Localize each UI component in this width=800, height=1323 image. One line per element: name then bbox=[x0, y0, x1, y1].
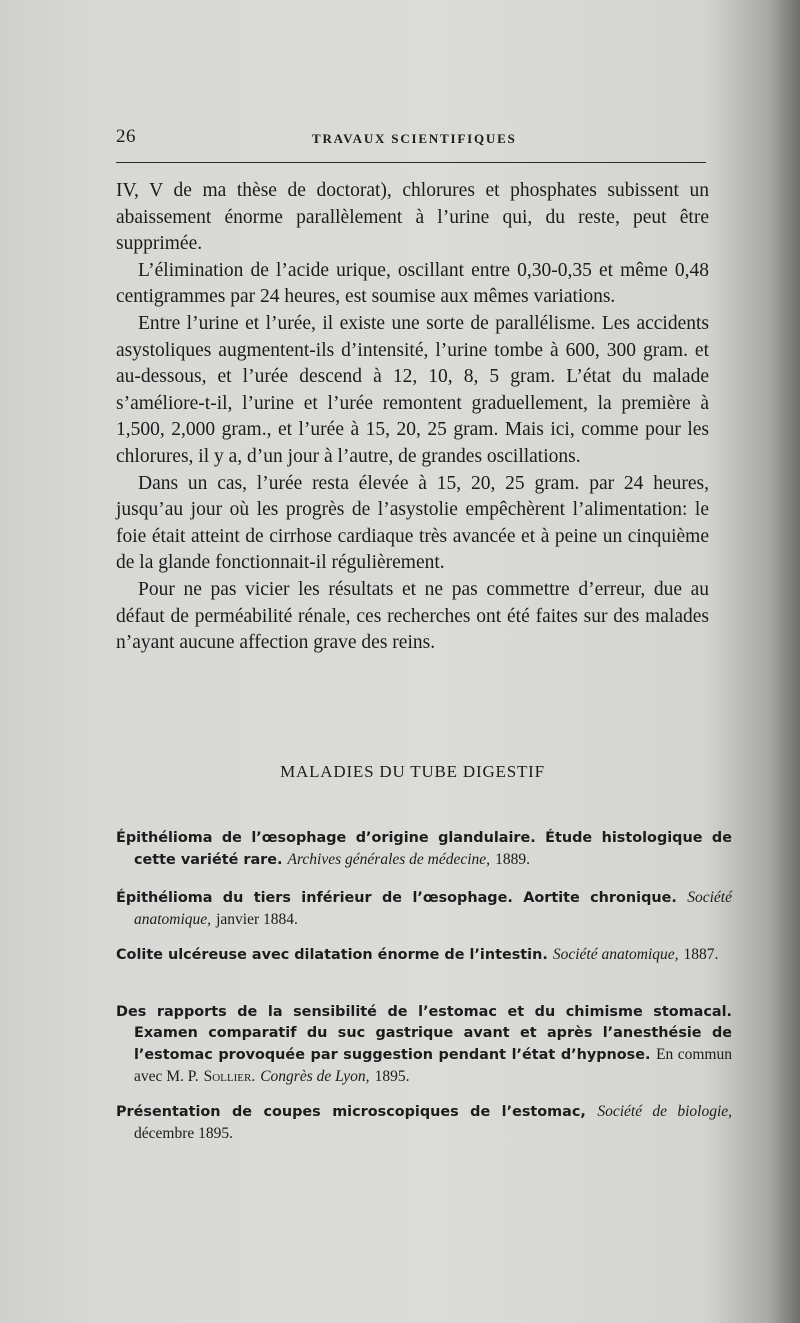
entry-detail: décembre 1895. bbox=[134, 1125, 233, 1142]
entry-source: Société de biologie, bbox=[597, 1103, 733, 1120]
paragraph-5: Pour ne pas vicier les résultats et ne pas commettre d’erreur, due au défaut de perméabilité rénale, ces recherches ont été faites sur des malades n’ayant aucune affection grave des reins. bbox=[116, 578, 709, 654]
entry-title: Épithélioma de l’œsophage d’origine glandulaire. Étude histologique de cette variété rare. bbox=[116, 830, 732, 868]
bibliography-entry bbox=[116, 1002, 732, 1088]
bibliography-entry bbox=[116, 944, 732, 966]
paragraph-1: IV, V de ma thèse de doctorat), chlorures et phosphates subissent un abaissement énorme parallèlement à l’urine qui, du reste, peut être supprimée. bbox=[116, 180, 709, 255]
entry-coauthor: Sollier. bbox=[203, 1068, 256, 1085]
entry-detail: 1895. bbox=[374, 1068, 410, 1085]
header-rule bbox=[116, 162, 706, 163]
entry-detail: 1889. bbox=[495, 851, 530, 868]
bibliography-entry bbox=[116, 1101, 732, 1145]
page-number: 26 bbox=[116, 126, 136, 147]
entry-title: Des rapports de la sensibilité de l’estomac et du chimisme stomacal. Examen comparatif du suc gastrique avant et après l’anesthésie de l’estomac provoquée par suggestion pendant l’état d’hypnose. bbox=[116, 1004, 732, 1063]
paragraph-2: L’élimination de l’acide urique, oscillant entre 0,30-0,35 et même 0,48 centigrammes par 24 heures, est soumise aux mêmes variations. bbox=[116, 259, 709, 308]
page-header bbox=[116, 124, 706, 150]
entry-title: Épithélioma du tiers inférieur de l’œsophage. Aortite chronique. bbox=[116, 890, 677, 906]
entry-coauthor-prefix: En commun avec M. P. bbox=[134, 1046, 732, 1085]
entry-title: Présentation de coupes microscopiques de l’estomac, bbox=[116, 1104, 586, 1120]
paragraph-4: Dans un cas, l’urée resta élevée à 15, 20, 25 gram. par 24 heures, jusqu’au jour où les progrès de l’asystolie empêchèrent l’alimentation: le foie était atteint de cirrhose cardiaque très avancée et à peine un cinquième de la glande fonctionnait-il régulièrement. bbox=[116, 472, 709, 574]
entry-title: Colite ulcéreuse avec dilatation énorme de l’intestin. bbox=[116, 947, 548, 963]
entry-detail: janvier 1884. bbox=[216, 911, 298, 928]
entry-source: Société anatomique, bbox=[134, 889, 732, 928]
entry-detail: 1887. bbox=[683, 946, 719, 963]
section-title: MALADIES DU TUBE DIGESTIF bbox=[280, 762, 545, 781]
running-head: TRAVAUX SCIENTIFIQUES bbox=[312, 131, 517, 146]
bibliography-entry bbox=[116, 828, 732, 871]
body-text bbox=[116, 178, 709, 657]
bibliography-entry bbox=[116, 887, 732, 931]
entry-source: Archives générales de médecine, bbox=[287, 851, 491, 868]
paragraph-3: Entre l’urine et l’urée, il existe une sorte de parallélisme. Les accidents asystoliques augmentent-ils d’intensité, l’urine tombe à 600, 300 gram. et au-dessous, et l’urée descend à 12, 10, 8, 5 gram. L’état du malade s’améliore-t-il, l’urine et l’urée remontent graduellement, la première à 1,500, 2,000 gram., et l’urée à 15, 20, 25 gram. Mais ici, comme pour les chlorures, il y a, d’un jour à l’autre, de grandes oscillations. bbox=[116, 312, 709, 467]
entry-source: Congrès de Lyon, bbox=[260, 1068, 370, 1085]
entry-source: Société anatomique, bbox=[552, 946, 679, 963]
